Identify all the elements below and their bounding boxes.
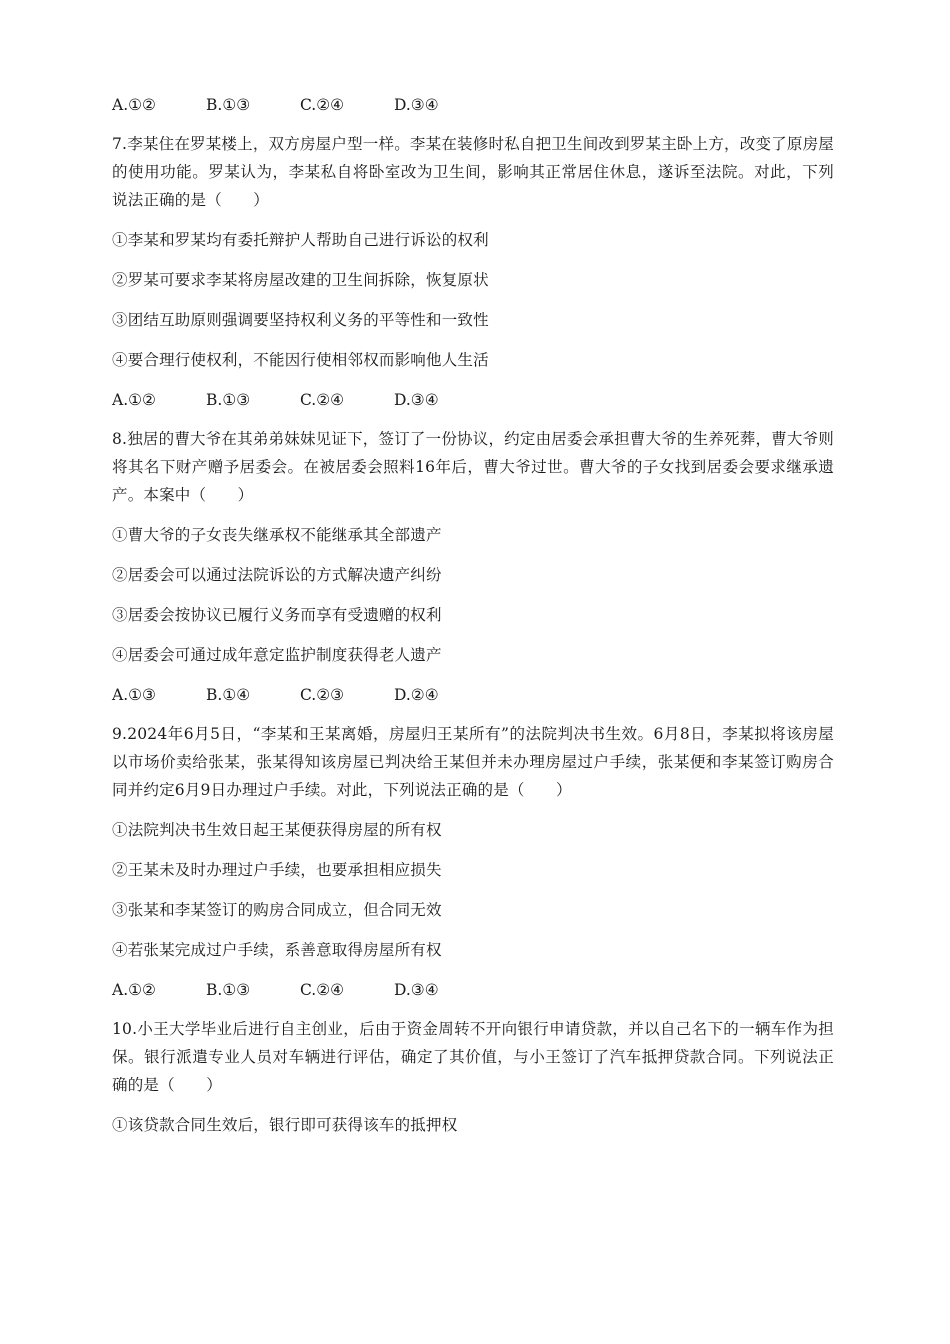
q7-item-3: ③团结互助原则强调要坚持权利义务的平等性和一致性: [112, 311, 489, 329]
q7-item-2: ②罗某可要求李某将房屋改建的卫生间拆除，恢复原状: [112, 271, 489, 289]
q7-item-1: ①李某和罗某均有委托辩护人帮助自己进行诉讼的权利: [112, 231, 489, 249]
q8-item-1: ①曹大爷的子女丧失继承权不能继承其全部遗产: [112, 526, 442, 544]
q7-option-a: A.①②: [112, 391, 156, 409]
q7-options: [112, 390, 488, 410]
q9-option-c: C.②④: [300, 981, 345, 999]
q9-option-a: A.①②: [112, 981, 156, 999]
q8-option-d: D.②④: [394, 686, 439, 704]
q6-option-d: D.③④: [394, 96, 439, 114]
q6-option-c: C.②④: [300, 96, 345, 114]
q9-item-1: ①法院判决书生效日起王某便获得房屋的所有权: [112, 821, 442, 839]
q9-item-3: ③张某和李某签订的购房合同成立，但合同无效: [112, 901, 442, 919]
q6-option-b: B.①③: [206, 96, 251, 114]
q8-option-a: A.①③: [112, 686, 156, 704]
q6-options: [112, 95, 488, 115]
q9-options: [112, 980, 488, 1000]
q9-item-4: ④若张某完成过户手续，系善意取得房屋所有权: [112, 941, 442, 959]
q7-item-4: ④要合理行使权利，不能因行使相邻权而影响他人生活: [112, 351, 489, 369]
q7-stem: 7.李某住在罗某楼上，双方房屋户型一样。李某在装修时私自把卫生间改到罗某主卧上方，改变了原房屋的使用功能。罗某认为，李某私自将卧室改为卫生间，影响其正常居住休息，遂诉至法院。对此，下列说法正确的是（ ）: [112, 135, 834, 209]
q8-stem: 8.独居的曹大爷在其弟弟妹妹见证下，签订了一份协议，约定由居委会承担曹大爷的生养死葬，曹大爷则将其名下财产赠予居委会。在被居委会照料16年后，曹大爷过世。曹大爷的子女找到居委会要求继承遗产。本案中（ ）: [112, 430, 834, 504]
q9-stem: 9.2024年6月5日，“李某和王某离婚，房屋归王某所有”的法院判决书生效。6月8日，李某拟将该房屋以市场价卖给张某，张某得知该房屋已判决给王某但并未办理房屋过户手续，张某便和李某签订购房合同并约定6月9日办理过户手续。对此，下列说法正确的是（ ）: [112, 725, 834, 799]
q9-option-b: B.①③: [206, 981, 251, 999]
q8-item-3: ③居委会按协议已履行义务而享有受遗赠的权利: [112, 606, 442, 624]
q7-option-c: C.②④: [300, 391, 345, 409]
q6-option-a: A.①②: [112, 96, 156, 114]
q10-item-1: ①该贷款合同生效后，银行即可获得该车的抵押权: [112, 1116, 458, 1134]
q10-stem: 10.小王大学毕业后进行自主创业，后由于资金周转不开向银行申请贷款，并以自己名下的一辆车作为担保。银行派遣专业人员对车辆进行评估，确定了其价值，与小王签订了汽车抵押贷款合同。下列说法正确的是（ ）: [112, 1020, 834, 1094]
q7-option-b: B.①③: [206, 391, 251, 409]
q8-option-c: C.②③: [300, 686, 345, 704]
q8-item-2: ②居委会可以通过法院诉讼的方式解决遗产纠纷: [112, 566, 442, 584]
q8-item-4: ④居委会可通过成年意定监护制度获得老人遗产: [112, 646, 442, 664]
q8-option-b: B.①④: [206, 686, 251, 704]
q8-options: [112, 685, 488, 705]
q9-option-d: D.③④: [394, 981, 439, 999]
q9-item-2: ②王某未及时办理过户手续，也要承担相应损失: [112, 861, 442, 879]
q7-option-d: D.③④: [394, 391, 439, 409]
